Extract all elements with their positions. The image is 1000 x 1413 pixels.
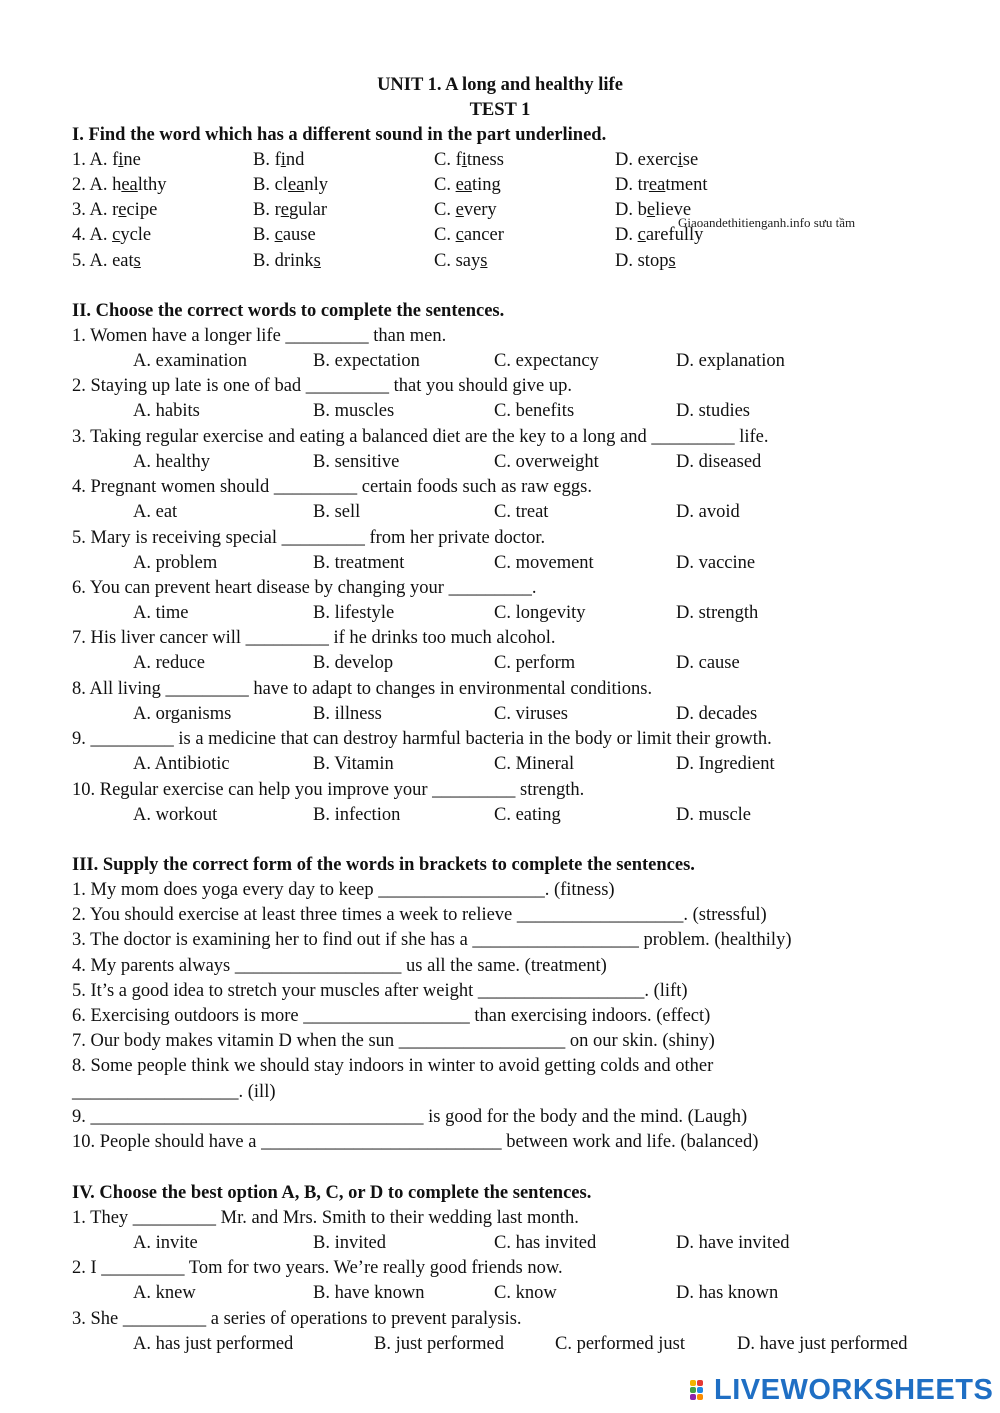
question-stem: 9. _________ is a medicine that can destroy harmful bacteria in the body or limit their growth. [72, 729, 772, 750]
option: 2. A. healthy [72, 175, 167, 195]
answer-option: B. infection [313, 804, 401, 825]
answer-option: D. explanation [676, 351, 785, 371]
option: 3. A. recipe [72, 200, 158, 220]
option: C. every [434, 200, 497, 220]
answer-option: A. healthy [133, 451, 211, 472]
answer-option: D. have just performed [737, 1333, 908, 1354]
answer-option: C. treat [494, 502, 549, 523]
answer-option: A. workout [133, 804, 218, 825]
option: D. believe [615, 200, 692, 220]
question-stem: 3. She _________ a series of operations to prevent paralysis. [72, 1308, 522, 1329]
fill-in-line: 5. It’s a good idea to stretch your muscles after weight __________________. (lift) [72, 980, 688, 1001]
answer-option: D. Ingredient [676, 754, 775, 775]
answer-option: C. has invited [494, 1233, 597, 1253]
question-stem: 7. His liver cancer will _________ if he drinks too much alcohol. [72, 628, 556, 649]
answer-option: A. problem [133, 552, 218, 573]
option: C. says [434, 251, 488, 271]
answer-option: B. expectation [313, 351, 420, 371]
answer-option: A. time [133, 603, 189, 623]
question-stem: 6. You can prevent heart disease by changing your _________. [72, 578, 537, 598]
answer-option: B. sensitive [313, 451, 400, 472]
answer-option: D. decades [676, 703, 758, 724]
option: D. exercise [615, 150, 699, 170]
answer-option: A. organisms [133, 703, 232, 724]
answer-option: D. studies [676, 401, 750, 422]
option: B. cleanly [253, 175, 329, 195]
liveworksheets-logo [690, 1372, 993, 1408]
option: 1. A. fine [72, 150, 141, 170]
answer-option: A. eat [133, 502, 178, 523]
answer-option: D. cause [676, 653, 740, 674]
answer-option: C. eating [494, 804, 561, 825]
answer-option: C. movement [494, 552, 594, 573]
option: D. treatment [615, 175, 708, 195]
question-stem: 1. They _________ Mr. and Mrs. Smith to their wedding last month. [72, 1208, 579, 1228]
fill-in-line: 7. Our body makes vitamin D when the sun __________________ on our skin. (shiny) [72, 1031, 715, 1052]
answer-option: B. have known [313, 1283, 425, 1304]
question-stem: 2. Staying up late is one of bad _________ that you should give up. [72, 376, 572, 397]
option: B. cause [253, 225, 316, 245]
liveworksheets-mark-icon [690, 1378, 712, 1402]
answer-option: B. lifestyle [313, 603, 395, 623]
option: D. stops [615, 251, 676, 271]
question-stem: 5. Mary is receiving special _________ from her private doctor. [72, 527, 546, 548]
answer-option: B. just performed [374, 1333, 504, 1354]
answer-option: D. avoid [676, 502, 740, 523]
fill-in-line: 6. Exercising outdoors is more __________________ than exercising indoors. (effect) [72, 1006, 711, 1026]
answer-option: B. muscles [313, 401, 395, 422]
answer-option: D. diseased [676, 451, 762, 472]
answer-option: D. strength [676, 603, 759, 623]
answer-option: C. Mineral [494, 754, 575, 775]
fill-in-line: 4. My parents always __________________ us all the same. (treatment) [72, 955, 607, 976]
section-4-heading: IV. Choose the best option A, B, C, or D to complete the sentences. [72, 1183, 592, 1203]
option: 5. A. eats [72, 251, 141, 271]
answer-option: D. vaccine [676, 552, 756, 573]
answer-option: C. know [494, 1283, 557, 1304]
answer-option: D. have invited [676, 1233, 790, 1253]
answer-option: D. has known [676, 1283, 779, 1304]
answer-option: B. invited [313, 1233, 386, 1253]
answer-option: A. has just performed [133, 1333, 294, 1354]
answer-option: A. habits [133, 401, 200, 422]
answer-option: B. treatment [313, 552, 405, 573]
option: C. fitness [434, 150, 504, 170]
option: 4. A. cycle [72, 225, 152, 245]
option: B. regular [253, 200, 327, 220]
option: C. cancer [434, 225, 504, 245]
question-stem: 2. I _________ Tom for two years. We’re really good friends now. [72, 1258, 563, 1279]
watermark-text: Giaoandethitienganh.info sưu tầm [678, 215, 856, 230]
option: C. eating [434, 175, 501, 195]
answer-option: A. knew [133, 1283, 196, 1304]
answer-option: C. longevity [494, 603, 586, 623]
question-stem: 1. Women have a longer life _________ than men. [72, 326, 447, 346]
test-title: TEST 1 [469, 100, 531, 120]
option: B. drinks [253, 251, 321, 271]
answer-option: B. Vitamin [313, 754, 394, 775]
fill-in-line: 8. Some people think we should stay indoors in winter to avoid getting colds and other [72, 1056, 714, 1077]
answer-option: C. performed just [555, 1333, 685, 1354]
answer-option: A. reduce [133, 653, 205, 674]
section-2-heading: II. Choose the correct words to complete the sentences. [72, 301, 505, 321]
unit-title: UNIT 1. A long and healthy life [377, 75, 623, 95]
answer-option: A. Antibiotic [133, 754, 230, 775]
fill-in-line: __________________. (ill) [72, 1081, 276, 1102]
answer-option: C. expectancy [494, 351, 599, 371]
answer-option: C. overweight [494, 451, 599, 472]
answer-option: A. invite [133, 1233, 198, 1253]
fill-in-line: 2. You should exercise at least three times a week to relieve __________________. (stressful) [72, 905, 767, 926]
answer-option: C. viruses [494, 703, 568, 724]
question-stem: 10. Regular exercise can help you improve your _________ strength. [72, 779, 585, 800]
option: B. find [253, 150, 305, 170]
question-stem: 4. Pregnant women should _________ certain foods such as raw eggs. [72, 477, 592, 498]
question-stem: 8. All living _________ have to adapt to changes in environmental conditions. [72, 678, 653, 699]
section-1-heading: I. Find the word which has a different sound in the part underlined. [72, 125, 607, 145]
fill-in-line: 9. ____________________________________ is good for the body and the mind. (Laugh) [72, 1106, 748, 1127]
fill-in-line: 1. My mom does yoga every day to keep __________________. (fitness) [72, 880, 615, 900]
answer-option: C. benefits [494, 401, 575, 422]
answer-option: B. illness [313, 703, 382, 724]
answer-option: B. develop [313, 653, 394, 674]
answer-option: B. sell [313, 502, 361, 523]
answer-option: C. perform [494, 653, 576, 674]
answer-option: A. examination [133, 351, 248, 371]
option: D. carefully [615, 225, 704, 245]
answer-option: D. muscle [676, 804, 752, 825]
section-3-heading: III. Supply the correct form of the words in brackets to complete the sentences. [72, 855, 695, 875]
question-stem: 3. Taking regular exercise and eating a balanced diet are the key to a long and _________ life. [72, 426, 769, 447]
liveworksheets-logo-text: LIVEWORKSHEETS [714, 1373, 994, 1406]
fill-in-line: 10. People should have a __________________________ between work and life. (balanced) [72, 1132, 759, 1152]
fill-in-line: 3. The doctor is examining her to find out if she has a __________________ problem. (healthily) [72, 930, 792, 951]
